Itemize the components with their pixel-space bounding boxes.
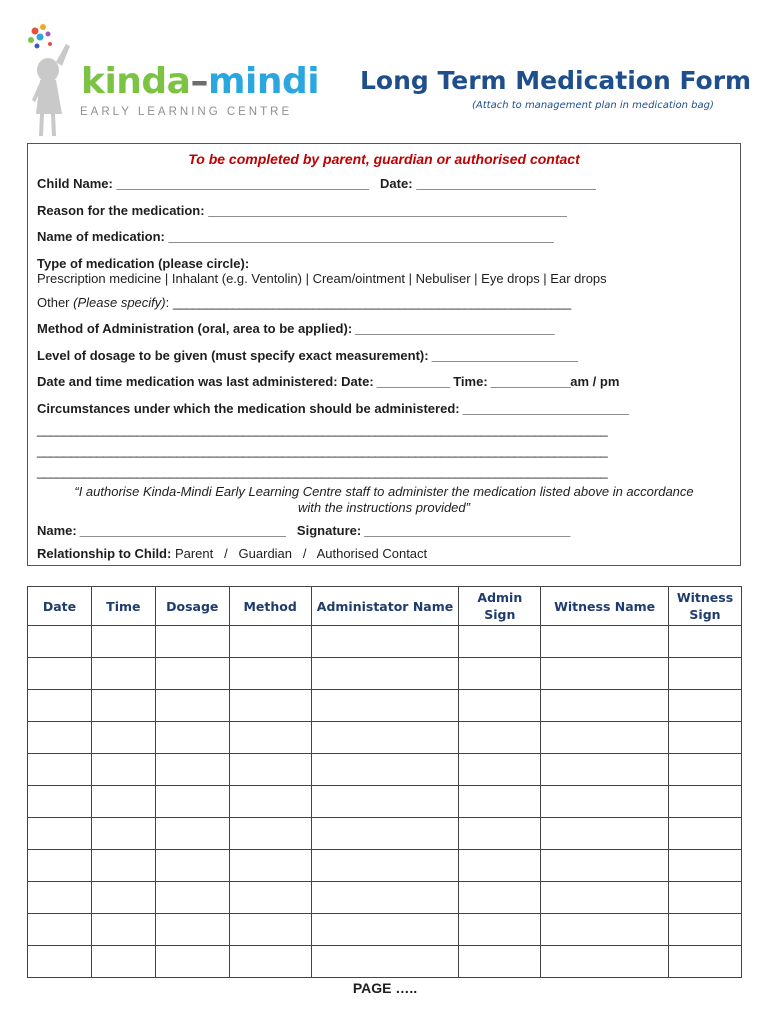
last-administered-row [37, 374, 619, 389]
table-row [28, 786, 742, 818]
table-cell[interactable] [155, 914, 229, 946]
table-cell[interactable] [669, 818, 742, 850]
column-header: Administator Name [311, 587, 459, 626]
child-name-field[interactable]: ______________________________________ [116, 176, 369, 191]
date-field[interactable]: ___________________________ [416, 176, 596, 191]
administration-log-table [27, 586, 742, 978]
table-cell[interactable] [459, 914, 541, 946]
column-header: Time [91, 587, 155, 626]
table-cell[interactable] [311, 850, 459, 882]
reason-label: Reason for the medication: [37, 203, 205, 218]
table-cell[interactable] [311, 626, 459, 658]
table-cell[interactable] [91, 626, 155, 658]
name-field[interactable]: _______________________________ [76, 523, 286, 538]
table-cell[interactable] [669, 786, 742, 818]
relationship-label: Relationship to Child: [37, 546, 172, 561]
table-cell[interactable] [28, 946, 92, 978]
table-cell[interactable] [229, 818, 311, 850]
last-administered-label: Date and time medication was last administered: Date: [37, 374, 374, 389]
table-cell[interactable] [669, 626, 742, 658]
table-cell[interactable] [541, 754, 669, 786]
table-cell[interactable] [541, 850, 669, 882]
brand-tagline: EARLY LEARNING CENTRE [80, 106, 293, 118]
table-cell[interactable] [459, 722, 541, 754]
method-field[interactable]: ______________________________ [352, 321, 555, 336]
dosage-field[interactable]: ______________________ [428, 348, 578, 363]
table-cell[interactable] [91, 690, 155, 722]
column-header: Dosage [155, 587, 229, 626]
circumstances-field[interactable]: _________________________ [459, 401, 629, 416]
brand-mindi: mindi [207, 61, 320, 102]
name-label: Name: [37, 523, 77, 538]
medication-name-label: Name of medication: [37, 229, 165, 244]
table-cell[interactable] [28, 850, 92, 882]
table-cell[interactable] [229, 946, 311, 978]
table-cell[interactable] [155, 882, 229, 914]
relationship-row [37, 546, 427, 561]
other-row [37, 295, 571, 310]
medication-name-field[interactable]: __________________________________________________________ [168, 229, 554, 244]
table-cell[interactable] [155, 690, 229, 722]
table-cell[interactable] [155, 818, 229, 850]
table-cell[interactable] [91, 882, 155, 914]
circumstances-row [37, 401, 628, 416]
table-cell[interactable] [311, 882, 459, 914]
table-cell[interactable] [229, 722, 311, 754]
table-cell[interactable] [91, 818, 155, 850]
method-row [37, 321, 554, 336]
table-cell[interactable] [459, 690, 541, 722]
column-header: Date [28, 587, 92, 626]
table-row [28, 626, 742, 658]
table-row [28, 722, 742, 754]
table-cell[interactable] [229, 658, 311, 690]
table-row [28, 914, 742, 946]
page-title: Long Term Medication Form [360, 66, 752, 95]
table-row [28, 946, 742, 978]
table-row [28, 754, 742, 786]
reason-field[interactable]: ______________________________________________________ [208, 203, 567, 218]
table-cell[interactable] [155, 786, 229, 818]
table-cell[interactable] [229, 754, 311, 786]
table-cell[interactable] [541, 658, 669, 690]
table-cell[interactable] [459, 626, 541, 658]
section-heading: To be completed by parent, guardian or authorised contact [188, 151, 580, 167]
brand-kinda: kinda [81, 61, 191, 102]
child-name-label: Child Name: [37, 176, 113, 191]
table-cell[interactable] [28, 914, 92, 946]
table-cell[interactable] [91, 850, 155, 882]
table-row [28, 850, 742, 882]
table-cell[interactable] [229, 914, 311, 946]
method-label: Method of Administration (oral, area to be applied): [37, 321, 353, 336]
table-cell[interactable] [669, 882, 742, 914]
circumstances-line-1[interactable]: ______________________________________________________________________________________ [37, 422, 608, 437]
brand-name [81, 61, 320, 102]
table-cell[interactable] [229, 786, 311, 818]
table-cell[interactable] [91, 722, 155, 754]
table-cell[interactable] [459, 946, 541, 978]
circumstances-line-2[interactable]: ______________________________________________________________________________________ [37, 443, 608, 458]
table-cell[interactable] [311, 914, 459, 946]
table-cell[interactable] [311, 658, 459, 690]
column-header: Witness Name [541, 587, 669, 626]
dosage-row [37, 348, 577, 363]
table-cell[interactable] [311, 818, 459, 850]
time-field[interactable]: ____________ [487, 374, 571, 389]
authorisation-line-2: with the instructions provided” [298, 500, 470, 515]
table-cell[interactable] [28, 882, 92, 914]
table-cell[interactable] [459, 882, 541, 914]
table-cell[interactable] [91, 946, 155, 978]
table-cell[interactable] [669, 658, 742, 690]
ampm-options[interactable]: am / pm [570, 374, 620, 389]
logo [26, 22, 320, 142]
page-number: PAGE ….. [352, 980, 418, 996]
table-cell[interactable] [229, 690, 311, 722]
type-label: Type of medication (please circle): [37, 256, 250, 271]
table-cell[interactable] [669, 754, 742, 786]
table-cell[interactable] [541, 690, 669, 722]
table-cell[interactable] [459, 658, 541, 690]
table-cell[interactable] [28, 690, 92, 722]
table-cell[interactable] [91, 914, 155, 946]
table-cell[interactable] [155, 850, 229, 882]
table-cell[interactable] [28, 658, 92, 690]
time-label: Time: [449, 374, 488, 389]
brand-dash: – [190, 61, 208, 102]
signature-label: Signature: [296, 523, 362, 538]
table-cell[interactable] [541, 626, 669, 658]
parent-form [27, 143, 741, 566]
circumstances-label: Circumstances under which the medication should be administered: [37, 401, 460, 416]
other-field[interactable]: ____________________________________________________________ [172, 295, 571, 310]
table-cell[interactable] [229, 850, 311, 882]
reason-row [37, 203, 566, 218]
column-header: Witness Sign [669, 587, 742, 626]
other-label: Other [37, 295, 70, 310]
column-header: Admin Sign [459, 587, 541, 626]
table-cell[interactable] [229, 626, 311, 658]
date-label: Date: [380, 176, 413, 191]
table-row [28, 882, 742, 914]
authorisation-line-1: “I authorise Kinda-Mindi Early Learning Centre staff to administer the medication listed above in accordance [74, 484, 694, 499]
table-cell[interactable] [669, 850, 742, 882]
signature-field[interactable]: _______________________________ [361, 523, 570, 538]
relationship-options[interactable]: Parent / Guardian / Authorised Contact [174, 546, 428, 561]
table-cell[interactable] [155, 946, 229, 978]
table-row [28, 658, 742, 690]
table-cell[interactable] [541, 882, 669, 914]
table-cell[interactable] [155, 754, 229, 786]
table-cell[interactable] [91, 658, 155, 690]
table-cell[interactable] [155, 658, 229, 690]
table-cell[interactable] [669, 914, 742, 946]
dosage-label: Level of dosage to be given (must specify exact measurement): [37, 348, 429, 363]
child-name-row [37, 176, 595, 191]
authorisation-statement [28, 484, 740, 516]
table-cell[interactable] [91, 786, 155, 818]
table-row [28, 690, 742, 722]
other-specify-hint: (Please specify) [73, 295, 166, 310]
table-header-row [28, 587, 742, 626]
other-colon: : [165, 295, 170, 310]
table-cell[interactable] [155, 722, 229, 754]
table-cell[interactable] [541, 818, 669, 850]
table-cell[interactable] [155, 626, 229, 658]
table-cell[interactable] [669, 722, 742, 754]
table-cell[interactable] [459, 786, 541, 818]
table-cell[interactable] [28, 786, 92, 818]
table-cell[interactable] [669, 690, 742, 722]
table-cell[interactable] [311, 946, 459, 978]
type-options[interactable]: Prescription medicine | Inhalant (e.g. Ventolin) | Cream/ointment | Nebuliser | Eye drops | Ear drops [37, 271, 607, 286]
page-subtitle: (Attach to management plan in medication bag) [472, 100, 714, 111]
table-cell[interactable] [229, 882, 311, 914]
table-cell[interactable] [541, 786, 669, 818]
table-cell[interactable] [311, 690, 459, 722]
table-cell[interactable] [311, 722, 459, 754]
table-row [28, 818, 742, 850]
circumstances-line-3[interactable]: ______________________________________________________________________________________ [37, 464, 608, 479]
table-cell[interactable] [541, 946, 669, 978]
table-cell[interactable] [28, 818, 92, 850]
table-cell[interactable] [541, 914, 669, 946]
table-cell[interactable] [28, 722, 92, 754]
table-cell[interactable] [459, 850, 541, 882]
last-administered-date-field[interactable]: ___________ [373, 374, 450, 389]
table-cell[interactable] [459, 754, 541, 786]
table-cell[interactable] [459, 818, 541, 850]
table-cell[interactable] [28, 626, 92, 658]
table-cell[interactable] [311, 754, 459, 786]
table-cell[interactable] [541, 722, 669, 754]
column-header: Method [229, 587, 311, 626]
name-signature-row [37, 523, 570, 538]
table-cell[interactable] [28, 754, 92, 786]
table-cell[interactable] [669, 946, 742, 978]
table-cell[interactable] [311, 786, 459, 818]
medication-name-row [37, 229, 553, 244]
table-cell[interactable] [91, 754, 155, 786]
